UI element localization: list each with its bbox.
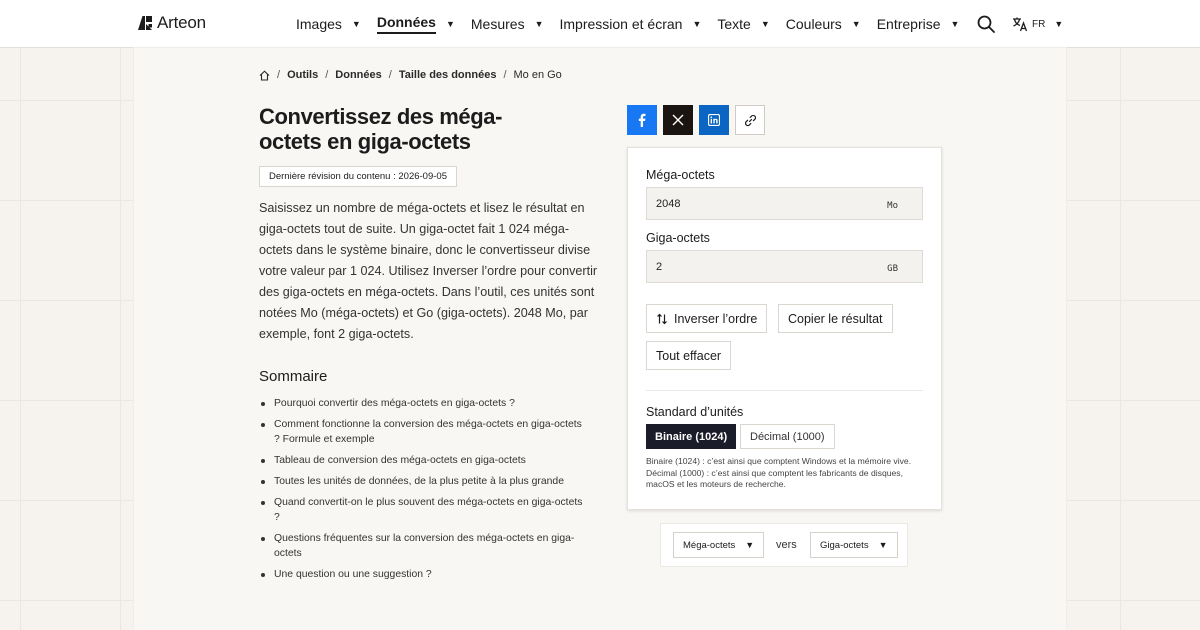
main-content bbox=[134, 48, 1066, 630]
translate-icon bbox=[1012, 16, 1028, 32]
breadcrumb-separator: / bbox=[388, 69, 392, 81]
breadcrumb bbox=[259, 69, 562, 81]
toc-item[interactable]: Une question ou une suggestion ? bbox=[259, 567, 589, 582]
toc-item[interactable]: Questions fréquentes sur la conversion des méga-octets en giga-octets bbox=[259, 531, 589, 561]
share-x-button[interactable] bbox=[663, 105, 693, 135]
nav-label: Images bbox=[296, 16, 342, 32]
breadcrumb-link-outils[interactable]: Outils bbox=[287, 69, 319, 81]
swap-arrows-icon bbox=[656, 313, 668, 325]
chevron-down-icon: ▼ bbox=[760, 19, 770, 29]
from-unit-select[interactable] bbox=[673, 532, 764, 558]
table-of-contents bbox=[259, 396, 589, 588]
unit-standard-note: Binaire (1024) : c’est ainsi que comptent Windows et la mémoire vive. Décimal (1000) : c’est ainsi que comptent les fabricants de disques, macOS et les moteurs de recherche. bbox=[646, 456, 912, 489]
breadcrumb-separator: / bbox=[325, 69, 329, 81]
linkedin-icon bbox=[708, 114, 720, 126]
copy-result-button[interactable]: Copier le résultat bbox=[778, 304, 893, 333]
share-buttons bbox=[627, 105, 765, 135]
nav-label: Données bbox=[377, 14, 436, 34]
logo-text: Arteon bbox=[157, 13, 206, 32]
share-linkedin-button[interactable] bbox=[699, 105, 729, 135]
chevron-down-icon: ▼ bbox=[351, 19, 361, 29]
intro-paragraph: Saisissez un nombre de méga-octets et lisez le résultat en giga-octets tout de suite. Un giga-octet fait 1 024 méga-octets dans le système binaire, donc le convertisseur divise votre valeur par 1 024. Utilisez Inverser l’ordre pour convertir des giga-octets en méga-octets. Dans l’outil, ces unités sont notées Mo (méga-octets) et Go (giga-octets). 2048 Mo, par exemple, font 2 giga-octets. bbox=[259, 201, 598, 341]
toc-title: Sommaire bbox=[259, 368, 328, 385]
nav-label: Mesures bbox=[470, 16, 525, 32]
unit-selector-bar bbox=[660, 523, 908, 567]
breadcrumb-separator: / bbox=[277, 69, 281, 81]
from-unit-select-value: Méga-octets bbox=[683, 539, 736, 551]
connector-text: vers bbox=[776, 539, 797, 551]
revision-badge: Dernière révision du contenu : 2026-09-05 bbox=[259, 166, 457, 187]
to-unit-select-value: Giga-octets bbox=[820, 539, 869, 551]
top-navigation-bar bbox=[0, 0, 1200, 48]
facebook-icon bbox=[636, 113, 648, 127]
main-nav bbox=[296, 0, 975, 48]
nav-item-donnees[interactable] bbox=[377, 0, 455, 48]
toc-item[interactable]: Quand convertit-on le plus souvent des méga-octets en giga-octets ? bbox=[259, 495, 589, 525]
nav-label: Entreprise bbox=[876, 16, 941, 32]
chevron-down-icon: ▼ bbox=[534, 19, 544, 29]
logo[interactable] bbox=[137, 13, 206, 33]
page-title: Convertissez des méga-octets en giga-octets bbox=[259, 104, 503, 154]
from-unit-label: Mo bbox=[887, 201, 898, 211]
converter-panel bbox=[627, 147, 942, 510]
chevron-down-icon: ▼ bbox=[950, 19, 960, 29]
to-field bbox=[646, 250, 923, 283]
nav-item-texte[interactable] bbox=[717, 0, 769, 48]
chevron-down-icon: ▼ bbox=[851, 19, 861, 29]
binary-standard-button[interactable]: Binaire (1024) bbox=[646, 424, 736, 449]
unit-standard-label: Standard d’unités bbox=[646, 405, 744, 419]
nav-item-couleurs[interactable] bbox=[786, 0, 861, 48]
nav-label: Texte bbox=[717, 16, 751, 32]
nav-item-images[interactable] bbox=[296, 0, 361, 48]
chevron-down-icon: ▼ bbox=[692, 19, 702, 29]
swap-order-button[interactable] bbox=[646, 304, 767, 333]
language-selector[interactable] bbox=[1012, 16, 1063, 32]
swap-order-label: Inverser l’ordre bbox=[674, 311, 758, 326]
breadcrumb-link-donnees[interactable]: Données bbox=[335, 69, 382, 81]
decimal-standard-button[interactable]: Décimal (1000) bbox=[740, 424, 835, 449]
chevron-down-icon: ▼ bbox=[445, 19, 455, 29]
breadcrumb-separator: / bbox=[503, 69, 507, 81]
toc-item[interactable]: Toutes les unités de données, de la plus petite à la plus grande bbox=[259, 474, 589, 489]
to-unit-label: GB bbox=[887, 264, 898, 274]
chevron-down-icon: ▼ bbox=[745, 540, 755, 550]
link-icon bbox=[744, 114, 757, 127]
gigabytes-input[interactable] bbox=[647, 251, 867, 282]
chevron-down-icon: ▼ bbox=[878, 540, 888, 550]
to-unit-select[interactable] bbox=[810, 532, 898, 558]
clear-all-button[interactable]: Tout effacer bbox=[646, 341, 731, 370]
share-facebook-button[interactable] bbox=[627, 105, 657, 135]
copy-link-button[interactable] bbox=[735, 105, 765, 135]
nav-item-impression[interactable] bbox=[560, 0, 702, 48]
arteon-logo-icon bbox=[137, 15, 153, 31]
toc-item[interactable]: Pourquoi convertir des méga-octets en giga-octets ? bbox=[259, 396, 589, 411]
breadcrumb-link-taille[interactable]: Taille des données bbox=[398, 69, 497, 81]
nav-item-entreprise[interactable] bbox=[877, 0, 960, 48]
nav-item-mesures[interactable] bbox=[471, 0, 544, 48]
x-icon bbox=[672, 114, 684, 126]
toc-item[interactable]: Comment fonctionne la conversion des méga-octets en giga-octets ? Formule et exemple bbox=[259, 417, 589, 447]
divider bbox=[646, 390, 923, 391]
nav-label: Impression et écran bbox=[559, 16, 683, 32]
breadcrumb-current: Mo en Go bbox=[513, 69, 562, 81]
from-field bbox=[646, 187, 923, 220]
toc-item[interactable]: Tableau de conversion des méga-octets en giga-octets bbox=[259, 453, 589, 468]
search-icon[interactable] bbox=[977, 15, 995, 33]
to-field-label: Giga-octets bbox=[646, 231, 710, 245]
megabytes-input[interactable] bbox=[647, 188, 867, 219]
nav-label: Couleurs bbox=[785, 16, 842, 32]
language-code: FR bbox=[1032, 18, 1046, 30]
chevron-down-icon: ▼ bbox=[1054, 19, 1064, 29]
from-field-label: Méga-octets bbox=[646, 168, 715, 182]
home-icon[interactable] bbox=[259, 70, 270, 81]
